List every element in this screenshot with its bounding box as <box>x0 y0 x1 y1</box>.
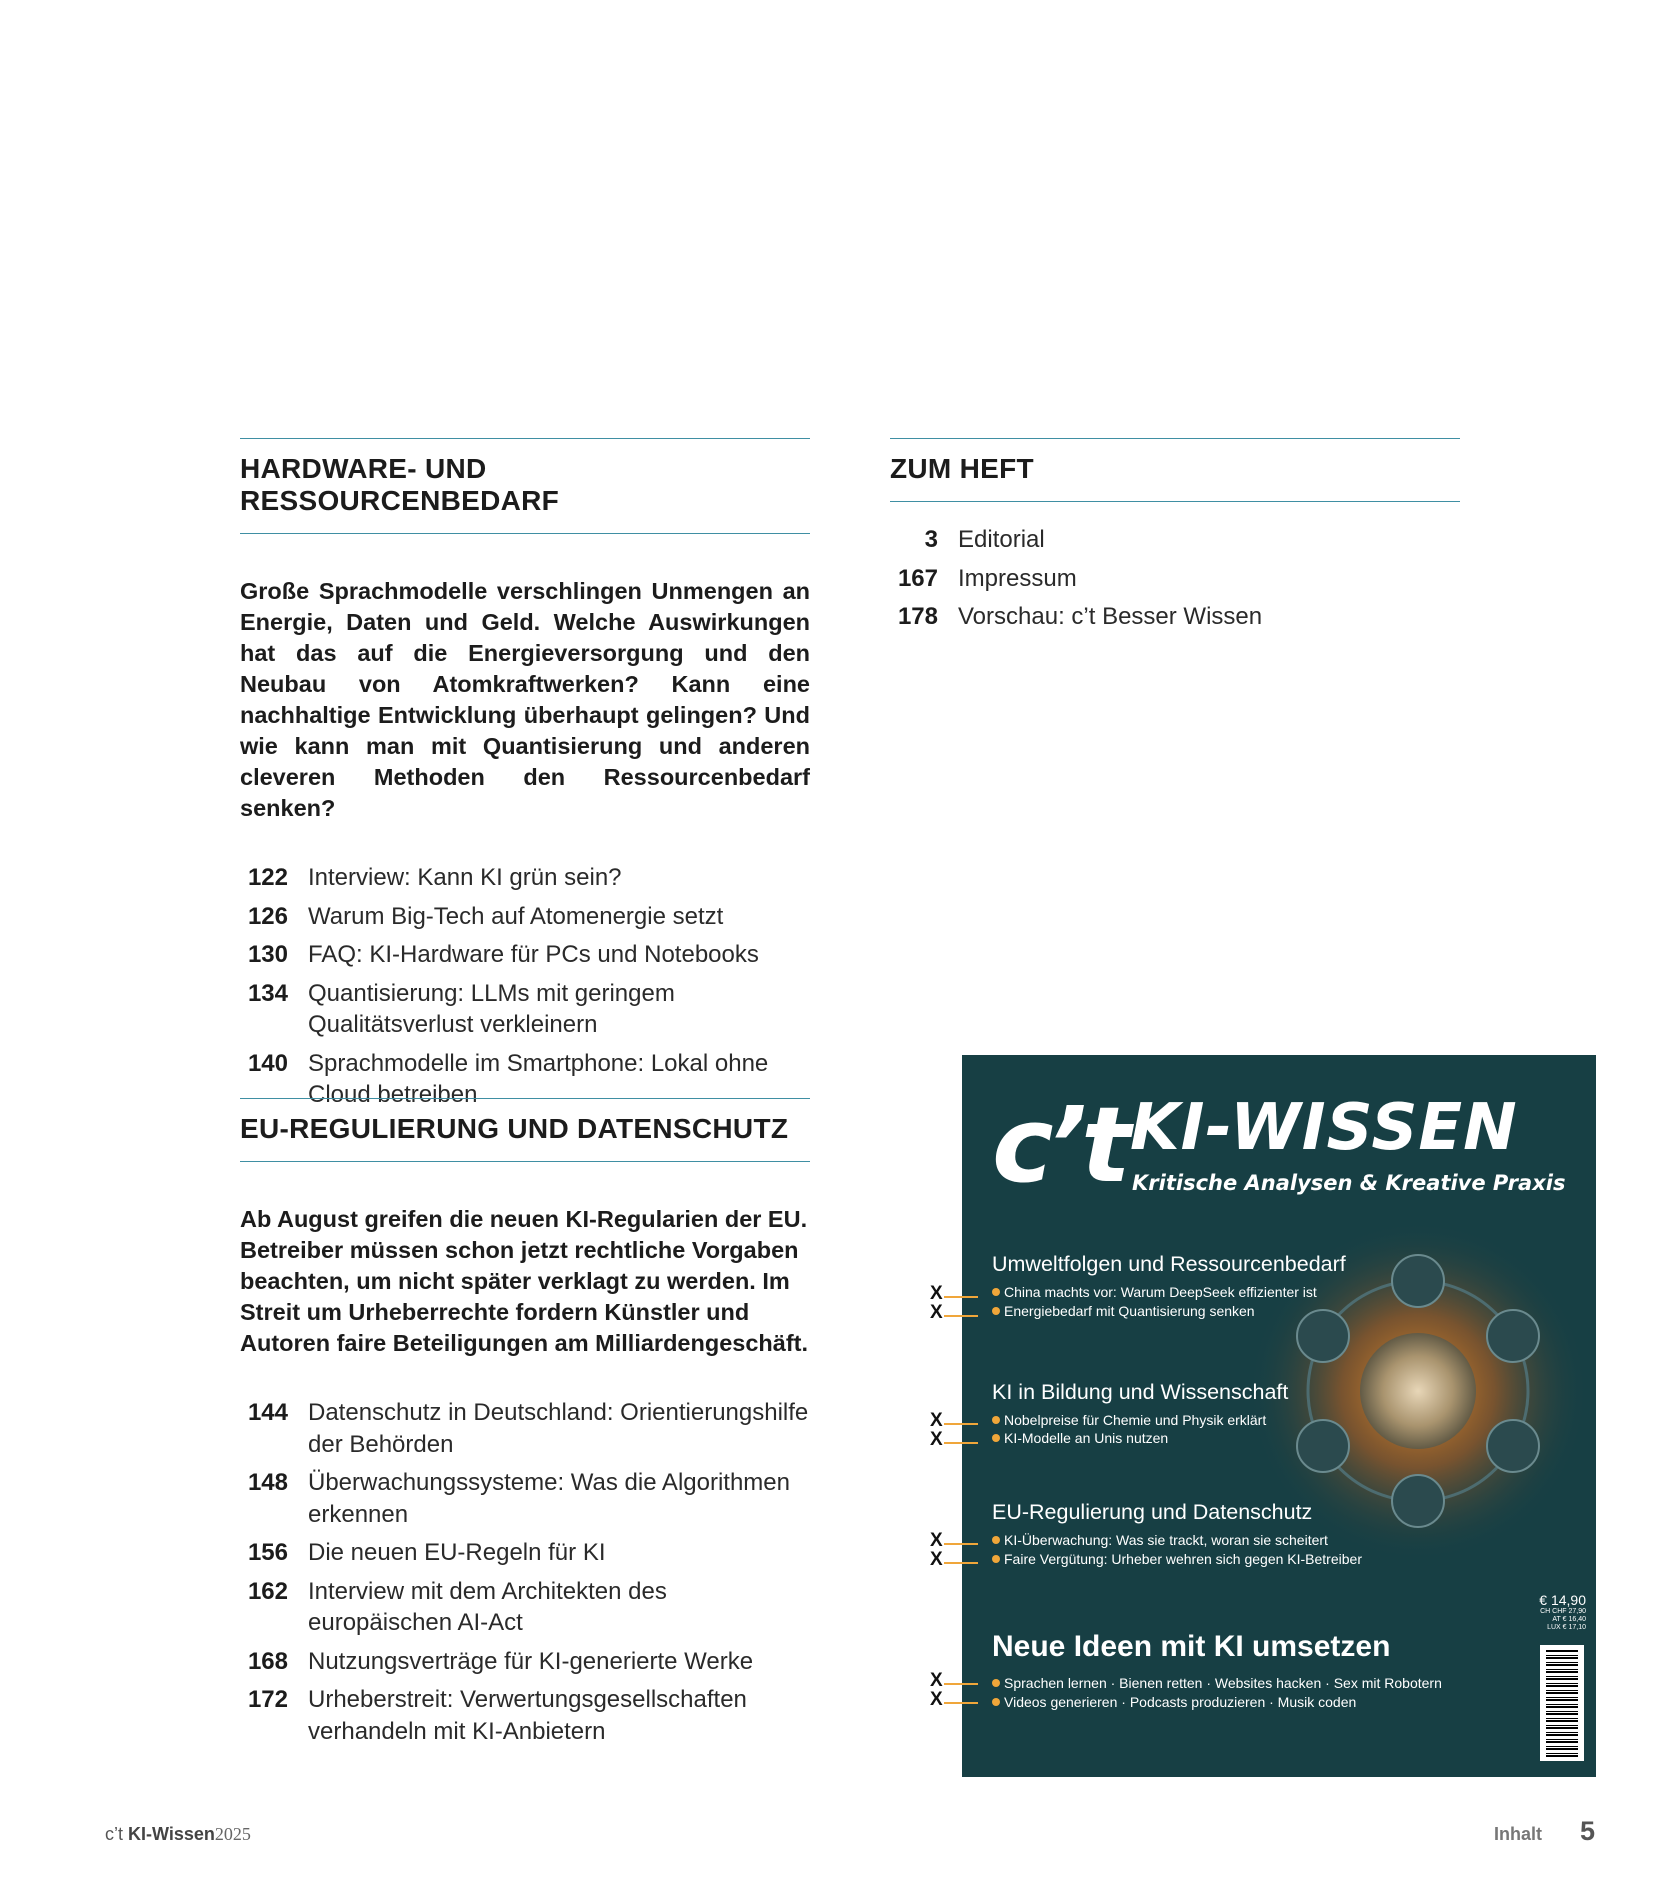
cover-x-mark: X <box>930 1670 943 1691</box>
cover-section-head: Umweltfolgen und Ressourcenbedarf <box>992 1252 1346 1276</box>
cover-section-line: China machts vor: Warum DeepSeek effizienter ist <box>992 1283 1317 1301</box>
section-rule <box>240 1161 810 1162</box>
cover-leader-line <box>944 1702 978 1704</box>
section-intro: Ab August greifen die neuen KI-Regularien der EU. Betreiber müssen schon jetzt rechtliche Vorgaben beachten, um nicht später verklagt zu werden. Im Streit um Urheberrechte fordern Künstler und Autoren faire Beteiligungen am Milliardengeschäft. <box>240 1206 809 1356</box>
cover-leader-line <box>944 1562 978 1564</box>
section-title: HARDWARE- UND RESSOURCENBEDARF <box>240 453 560 516</box>
cover-ct-logo: c’t <box>992 1084 1125 1206</box>
section-title: ZUM HEFT <box>890 453 1034 484</box>
footer-brand-prefix: c’t <box>105 1824 123 1844</box>
cover-x-mark: X <box>930 1429 943 1450</box>
cover-price-main: € 14,90 <box>1539 1592 1586 1608</box>
toc-title: Quantisierung: LLMs mit geringem Qualitätsverlust verkleinern <box>308 979 675 1038</box>
toc-item[interactable] <box>890 601 1460 633</box>
toc-item[interactable] <box>240 978 810 1041</box>
section-rule <box>890 501 1460 502</box>
toc-title: Interview mit dem Architekten des europäischen AI-Act <box>308 1577 667 1636</box>
toc-title: Impressum <box>958 564 1077 592</box>
toc-page-number: 156 <box>247 1539 288 1566</box>
page-number: 5 <box>1580 1816 1596 1846</box>
cover-price-small: AT € 16,40 <box>1552 1616 1586 1623</box>
cover-price-small: CH CHF 27,90 <box>1540 1608 1586 1615</box>
toc-item[interactable] <box>240 1467 810 1530</box>
cover-section-line: Sprachen lernen · Bienen retten · Websites hacken · Sex mit Robotern <box>992 1674 1442 1692</box>
toc-list <box>890 524 1460 633</box>
toc-title: FAQ: KI-Hardware für PCs und Notebooks <box>308 941 759 968</box>
toc-page-number: 148 <box>247 1469 288 1496</box>
cover-price-small: LUX € 17,10 <box>1547 1624 1586 1631</box>
cover-leader-line <box>944 1442 978 1444</box>
cover-section-line: KI-Modelle an Unis nutzen <box>992 1429 1168 1447</box>
toc-page-number: 126 <box>247 902 288 930</box>
cover-section-head: KI in Bildung und Wissenschaft <box>992 1380 1289 1404</box>
toc-title: Interview: Kann KI grün sein? <box>308 864 622 891</box>
section-eu <box>240 1098 810 1754</box>
cover-section-line: Videos generieren · Podcasts produzieren · Musik coden <box>992 1693 1356 1711</box>
toc-title: Überwachungssysteme: Was die Algorithmen erkennen <box>308 1469 790 1528</box>
cover-leader-line <box>944 1683 978 1685</box>
cover-x-mark: X <box>930 1410 943 1431</box>
toc-item[interactable] <box>890 563 1460 595</box>
cover-section-head: Neue Ideen mit KI umsetzen <box>992 1630 1391 1663</box>
toc-page-number: 144 <box>247 1399 288 1426</box>
toc-item[interactable] <box>240 1537 810 1569</box>
toc-item[interactable] <box>240 939 810 971</box>
toc-title: Editorial <box>958 526 1045 553</box>
cover-section-line: Energiebedarf mit Quantisierung senken <box>992 1302 1255 1320</box>
toc-title: Urheberstreit: Verwertungsgesellschaften verhandeln mit KI-Anbietern <box>308 1686 747 1745</box>
toc-title: Warum Big-Tech auf Atomenergie setzt <box>308 902 724 930</box>
toc-page-number: 134 <box>247 979 288 1007</box>
section-title: EU-REGULIERUNG UND DATENSCHUTZ <box>240 1113 789 1144</box>
cover-x-mark: X <box>930 1549 943 1570</box>
footer-year: 2025 <box>214 1824 251 1844</box>
toc-item[interactable] <box>240 1684 810 1747</box>
cover-title: KI-WISSEN <box>1130 1091 1518 1165</box>
cover-section-head: EU-Regulierung und Datenschutz <box>992 1500 1313 1524</box>
toc-page-number: 122 <box>247 864 288 891</box>
toc-item[interactable] <box>240 1576 810 1639</box>
section-intro: Große Sprachmodelle verschlingen Unmengen an Energie, Daten und Geld. Welche Auswirkungen hat das auf die Energieversorgung und den Neubau von Atomkraftwerken? Kann eine nachhaltige Entwicklung überhaupt gelingen? Und wie kann man mit Quantisierung und anderen cleveren Methoden den Ressourcenbedarf senken? <box>240 578 810 821</box>
cover-x-mark: X <box>930 1689 943 1710</box>
cover-x-mark: X <box>930 1302 943 1323</box>
toc-page-number: 3 <box>924 526 938 553</box>
toc-page-number: 178 <box>897 603 938 630</box>
toc-title: Vorschau: c’t Besser Wissen <box>958 603 1263 630</box>
cover-section-line: Nobelpreise für Chemie und Physik erklärt <box>992 1411 1266 1429</box>
cover-price <box>1539 1593 1586 1632</box>
toc-page-number: 162 <box>247 1577 288 1605</box>
cover-leader-line <box>944 1296 978 1298</box>
cover-x-mark: X <box>930 1283 943 1304</box>
toc-page-number: 172 <box>247 1686 288 1713</box>
footer-section-label: Inhalt <box>1494 1824 1542 1844</box>
cover-leader-line <box>944 1315 978 1317</box>
toc-item[interactable] <box>890 524 1460 556</box>
cover-section-line: Faire Vergütung: Urheber wehren sich gegen KI-Betreiber <box>992 1550 1362 1568</box>
cover-x-mark: X <box>930 1530 943 1551</box>
toc-page-number: 167 <box>897 564 938 592</box>
section-hardware <box>240 438 810 1118</box>
toc-list <box>240 862 810 1111</box>
cover-leader-line <box>944 1543 978 1545</box>
magazine-cover <box>962 1055 1596 1777</box>
toc-item[interactable] <box>240 862 810 894</box>
toc-title: Sprachmodelle im Smartphone: Lokal ohne Cloud betreiben <box>308 1049 769 1108</box>
cover-barcode <box>1540 1645 1584 1761</box>
toc-page-number: 130 <box>247 941 288 968</box>
toc-page-number: 140 <box>247 1049 288 1077</box>
footer-publication <box>105 1824 251 1845</box>
toc-title: Nutzungsverträge für KI-generierte Werke <box>308 1647 754 1675</box>
toc-item[interactable] <box>240 901 810 933</box>
toc-title: Die neuen EU-Regeln für KI <box>308 1539 606 1566</box>
toc-item[interactable] <box>240 1397 810 1460</box>
cover-leader-line <box>944 1423 978 1425</box>
toc-list <box>240 1397 810 1747</box>
footer-brand: KI-Wissen <box>128 1824 215 1844</box>
cover-subtitle: Kritische Analysen & Kreative Praxis <box>1132 1171 1566 1195</box>
section-rule <box>240 533 810 534</box>
toc-title: Datenschutz in Deutschland: Orientierungshilfe der Behörden <box>308 1399 809 1458</box>
section-zum-heft <box>890 438 1460 640</box>
cover-section-line: KI-Überwachung: Was sie trackt, woran sie scheitert <box>992 1531 1328 1549</box>
toc-page-number: 168 <box>247 1647 288 1675</box>
toc-item[interactable] <box>240 1646 810 1678</box>
